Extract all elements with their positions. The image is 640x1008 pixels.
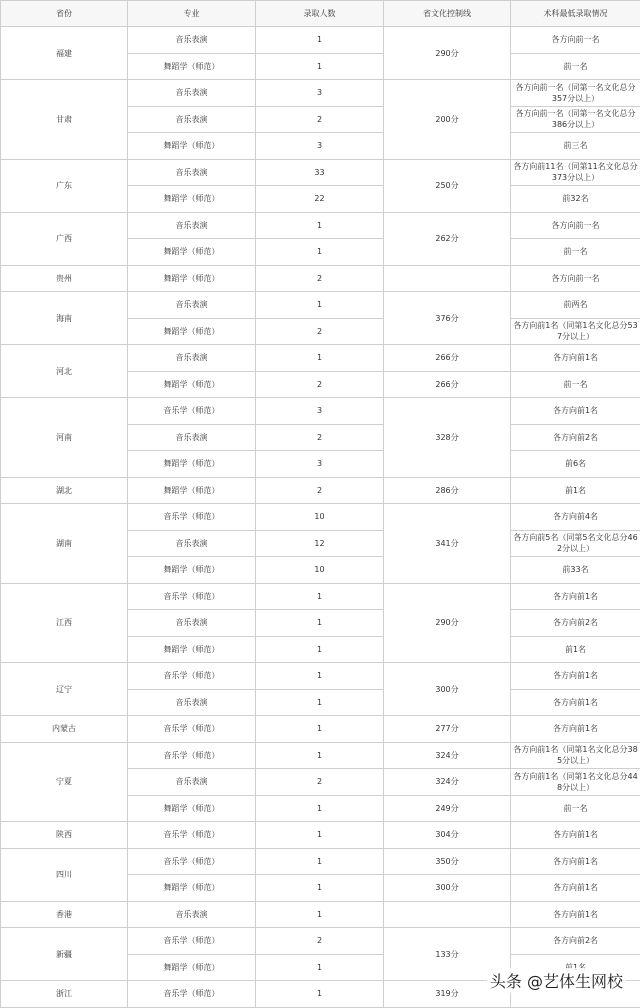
watermark: 头条 @艺体生网校 [487, 968, 626, 993]
table-row [1, 928, 640, 955]
requirement-cell: 各方向前1名 [511, 398, 640, 425]
count-cell: 2 [256, 769, 384, 796]
province-cell: 福建 [1, 27, 128, 80]
major-cell: 舞蹈学（师范） [128, 636, 256, 663]
header-skill-requirement: 术科最低录取情况 [511, 1, 640, 27]
major-cell: 音乐表演 [128, 27, 256, 54]
count-cell: 2 [256, 477, 384, 504]
requirement-cell: 前一名 [511, 795, 640, 822]
count-cell: 1 [256, 583, 384, 610]
header-major: 专业 [128, 1, 256, 27]
table-row [1, 822, 640, 849]
table-row [1, 398, 640, 425]
major-cell: 音乐表演 [128, 530, 256, 557]
requirement-cell: 各方向前1名 [511, 822, 640, 849]
count-cell: 1 [256, 742, 384, 769]
requirement-cell: 各方向前一名 [511, 265, 640, 292]
count-cell: 3 [256, 80, 384, 107]
table-row [1, 292, 640, 319]
count-cell: 1 [256, 663, 384, 690]
culture-line-cell: 200分 [384, 80, 511, 160]
count-cell: 22 [256, 186, 384, 213]
table-row [1, 345, 640, 372]
province-cell: 江西 [1, 583, 128, 663]
table-row [1, 265, 640, 292]
culture-line-cell: 290分 [384, 27, 511, 80]
count-cell: 1 [256, 848, 384, 875]
culture-line-cell: 304分 [384, 822, 511, 849]
requirement-cell: 各方向前一名 [511, 212, 640, 239]
count-cell: 2 [256, 318, 384, 345]
count-cell: 1 [256, 53, 384, 80]
major-cell: 舞蹈学（师范） [128, 875, 256, 902]
major-cell: 音乐学（师范） [128, 504, 256, 531]
count-cell: 10 [256, 557, 384, 584]
major-cell: 舞蹈学（师范） [128, 53, 256, 80]
table-row [1, 848, 640, 875]
requirement-cell: 各方向前1名 [511, 663, 640, 690]
count-cell: 1 [256, 636, 384, 663]
requirement-cell: 前1名 [511, 477, 640, 504]
count-cell: 10 [256, 504, 384, 531]
culture-line-cell: 266分 [384, 345, 511, 372]
table-row [1, 159, 640, 186]
culture-line-cell: 328分 [384, 398, 511, 478]
requirement-cell: 各方向前1名（同第1名文化总分537分以上） [511, 318, 640, 345]
province-cell: 浙江 [1, 981, 128, 1008]
major-cell: 音乐学（师范） [128, 583, 256, 610]
requirement-cell: 各方向前一名（同第一名文化总分357分以上） [511, 80, 640, 107]
major-cell: 音乐表演 [128, 769, 256, 796]
major-cell: 音乐表演 [128, 212, 256, 239]
major-cell: 舞蹈学（师范） [128, 239, 256, 266]
culture-line-cell: 277分 [384, 716, 511, 743]
culture-line-cell: 133分 [384, 928, 511, 981]
count-cell: 1 [256, 954, 384, 981]
major-cell: 舞蹈学（师范） [128, 795, 256, 822]
count-cell: 2 [256, 424, 384, 451]
requirement-cell: 各方向前1名 [511, 345, 640, 372]
province-cell: 甘肃 [1, 80, 128, 160]
major-cell: 舞蹈学（师范） [128, 477, 256, 504]
major-cell: 舞蹈学（师范） [128, 186, 256, 213]
header-culture-line: 省文化控制线 [384, 1, 511, 27]
major-cell: 音乐表演 [128, 345, 256, 372]
major-cell: 音乐表演 [128, 292, 256, 319]
province-cell: 贵州 [1, 265, 128, 292]
count-cell: 1 [256, 795, 384, 822]
table-body [1, 27, 640, 1008]
major-cell: 音乐表演 [128, 901, 256, 928]
header-province: 省份 [1, 1, 128, 27]
table-row [1, 742, 640, 769]
culture-line-cell: 324分 [384, 742, 511, 769]
count-cell: 3 [256, 451, 384, 478]
province-cell: 湖北 [1, 477, 128, 504]
province-cell: 四川 [1, 848, 128, 901]
major-cell: 舞蹈学（师范） [128, 318, 256, 345]
major-cell: 音乐学（师范） [128, 981, 256, 1008]
header-row [1, 1, 640, 27]
count-cell: 1 [256, 239, 384, 266]
requirement-cell: 前6名 [511, 451, 640, 478]
count-cell: 1 [256, 610, 384, 637]
culture-line-cell: 286分 [384, 477, 511, 504]
province-cell: 辽宁 [1, 663, 128, 716]
count-cell: 1 [256, 292, 384, 319]
major-cell: 音乐学（师范） [128, 663, 256, 690]
culture-line-cell: 262分 [384, 212, 511, 265]
table-row [1, 212, 640, 239]
province-cell: 河南 [1, 398, 128, 478]
province-cell: 广东 [1, 159, 128, 212]
table-row [1, 716, 640, 743]
province-cell: 陕西 [1, 822, 128, 849]
culture-line-cell: 300分 [384, 663, 511, 716]
major-cell: 舞蹈学（师范） [128, 133, 256, 160]
count-cell: 1 [256, 716, 384, 743]
requirement-cell: 前一名 [511, 371, 640, 398]
requirement-cell: 各方向前一名 [511, 27, 640, 54]
requirement-cell: 前一名 [511, 53, 640, 80]
count-cell: 2 [256, 928, 384, 955]
major-cell: 音乐表演 [128, 610, 256, 637]
count-cell: 3 [256, 133, 384, 160]
province-cell: 香港 [1, 901, 128, 928]
major-cell: 音乐表演 [128, 424, 256, 451]
culture-line-cell: 300分 [384, 875, 511, 902]
major-cell: 音乐表演 [128, 159, 256, 186]
major-cell: 音乐学（师范） [128, 928, 256, 955]
count-cell: 2 [256, 106, 384, 133]
header-count: 录取人数 [256, 1, 384, 27]
requirement-cell: 各方向前1名 [511, 716, 640, 743]
requirement-cell: 各方向前5名（同第5名文化总分462分以上） [511, 530, 640, 557]
count-cell: 1 [256, 689, 384, 716]
table-row [1, 504, 640, 531]
requirement-cell: 前33名 [511, 557, 640, 584]
requirement-cell: 各方向前2名 [511, 928, 640, 955]
requirement-cell: 前一名 [511, 239, 640, 266]
culture-line-cell: 376分 [384, 292, 511, 345]
count-cell: 2 [256, 265, 384, 292]
count-cell: 3 [256, 398, 384, 425]
requirement-cell: 前1名 [511, 636, 640, 663]
table-row [1, 80, 640, 107]
culture-line-cell: 290分 [384, 583, 511, 663]
major-cell: 舞蹈学（师范） [128, 451, 256, 478]
major-cell: 音乐学（师范） [128, 822, 256, 849]
requirement-cell: 前两名 [511, 292, 640, 319]
major-cell: 音乐表演 [128, 80, 256, 107]
major-cell: 音乐学（师范） [128, 398, 256, 425]
major-cell: 音乐学（师范） [128, 742, 256, 769]
table-row [1, 27, 640, 54]
province-cell: 广西 [1, 212, 128, 265]
requirement-cell: 各方向前1名 [511, 901, 640, 928]
major-cell: 音乐表演 [128, 689, 256, 716]
province-cell: 宁夏 [1, 742, 128, 822]
requirement-cell: 各方向前1名（同第1名文化总分385分以上） [511, 742, 640, 769]
major-cell: 音乐学（师范） [128, 716, 256, 743]
major-cell: 舞蹈学（师范） [128, 265, 256, 292]
major-cell: 舞蹈学（师范） [128, 371, 256, 398]
requirement-cell: 各方向前4名 [511, 504, 640, 531]
requirement-cell: 各方向前一名（同第一名文化总分386分以上） [511, 106, 640, 133]
table-row [1, 477, 640, 504]
culture-line-cell: 249分 [384, 795, 511, 822]
culture-line-cell: 266分 [384, 371, 511, 398]
table-row [1, 583, 640, 610]
count-cell: 1 [256, 981, 384, 1008]
requirement-cell: 各方向前1名 [511, 689, 640, 716]
count-cell: 33 [256, 159, 384, 186]
requirement-cell: 各方向前1名 [511, 848, 640, 875]
requirement-cell: 各方向前1名 [511, 583, 640, 610]
province-cell: 内蒙古 [1, 716, 128, 743]
count-cell: 1 [256, 27, 384, 54]
count-cell: 2 [256, 371, 384, 398]
requirement-cell: 各方向前2名 [511, 424, 640, 451]
province-cell: 湖南 [1, 504, 128, 584]
major-cell: 音乐表演 [128, 106, 256, 133]
culture-line-cell: 350分 [384, 848, 511, 875]
culture-line-cell [384, 901, 511, 928]
culture-line-cell: 324分 [384, 769, 511, 796]
major-cell: 音乐学（师范） [128, 848, 256, 875]
count-cell: 1 [256, 901, 384, 928]
count-cell: 12 [256, 530, 384, 557]
count-cell: 1 [256, 875, 384, 902]
table-row [1, 901, 640, 928]
major-cell: 舞蹈学（师范） [128, 557, 256, 584]
requirement-cell: 各方向前2名 [511, 610, 640, 637]
province-cell: 海南 [1, 292, 128, 345]
requirement-cell: 前32名 [511, 186, 640, 213]
culture-line-cell: 341分 [384, 504, 511, 584]
culture-line-cell: 250分 [384, 159, 511, 212]
province-cell: 新疆 [1, 928, 128, 981]
requirement-cell: 各方向前11名（同第11名文化总分373分以上） [511, 159, 640, 186]
count-cell: 1 [256, 212, 384, 239]
major-cell: 舞蹈学（师范） [128, 954, 256, 981]
requirement-cell: 各方向前1名（同第1名文化总分448分以上） [511, 769, 640, 796]
table-row [1, 663, 640, 690]
requirement-cell: 前三名 [511, 133, 640, 160]
culture-line-cell [384, 265, 511, 292]
count-cell: 1 [256, 822, 384, 849]
count-cell: 1 [256, 345, 384, 372]
province-cell: 河北 [1, 345, 128, 398]
culture-line-cell: 319分 [384, 981, 511, 1008]
requirement-cell: 各方向前1名 [511, 875, 640, 902]
